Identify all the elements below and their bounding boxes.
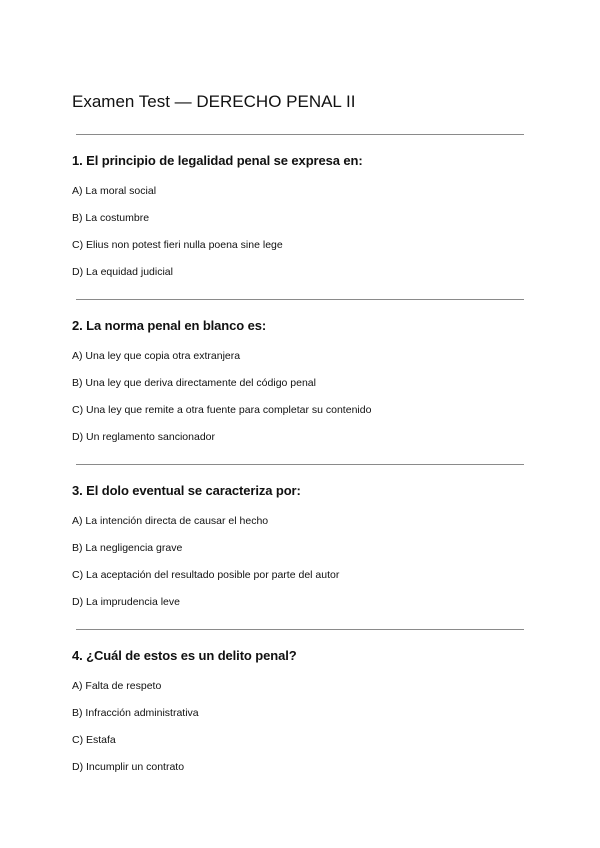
question-1	[72, 135, 524, 299]
answer-option-b: B) La costumbre	[72, 212, 150, 224]
question-text: 2. La norma penal en blanco es:	[72, 318, 267, 333]
answer-option-d: D) Un reglamento sancionador	[72, 431, 215, 443]
answer-option-a: A) Una ley que copia otra extranjera	[72, 350, 241, 362]
answer-option-c: C) Elius non potest fieri nulla poena sine lege	[72, 239, 283, 251]
page-title: Examen Test — DERECHO PENAL II	[72, 92, 356, 111]
answer-option-b: B) Una ley que deriva directamente del código penal	[72, 377, 316, 389]
answer-options	[72, 350, 524, 444]
answer-option-c: C) Una ley que remite a otra fuente para completar su contenido	[72, 404, 372, 416]
answer-option-a: A) Falta de respeto	[72, 680, 162, 692]
answer-option-d: D) La imprudencia leve	[72, 596, 180, 608]
answer-option-c: C) Estafa	[72, 734, 116, 746]
question-2	[72, 300, 524, 464]
question-4	[72, 630, 524, 794]
question-3	[72, 465, 524, 629]
answer-option-a: A) La intención directa de causar el hecho	[72, 515, 269, 527]
answer-option-d: D) La equidad judicial	[72, 266, 173, 278]
question-text: 4. ¿Cuál de estos es un delito penal?	[72, 648, 297, 663]
question-text: 1. El principio de legalidad penal se expresa en:	[72, 153, 363, 168]
answer-options	[72, 515, 524, 609]
answer-option-a: A) La moral social	[72, 185, 157, 197]
exam-page	[72, 90, 524, 794]
answer-option-d: D) Incumplir un contrato	[72, 761, 185, 773]
question-text: 3. El dolo eventual se caracteriza por:	[72, 483, 301, 498]
answer-options	[72, 680, 524, 774]
answer-options	[72, 185, 524, 279]
answer-option-b: B) Infracción administrativa	[72, 707, 199, 719]
answer-option-b: B) La negligencia grave	[72, 542, 183, 554]
answer-option-c: C) La aceptación del resultado posible por parte del autor	[72, 569, 340, 581]
